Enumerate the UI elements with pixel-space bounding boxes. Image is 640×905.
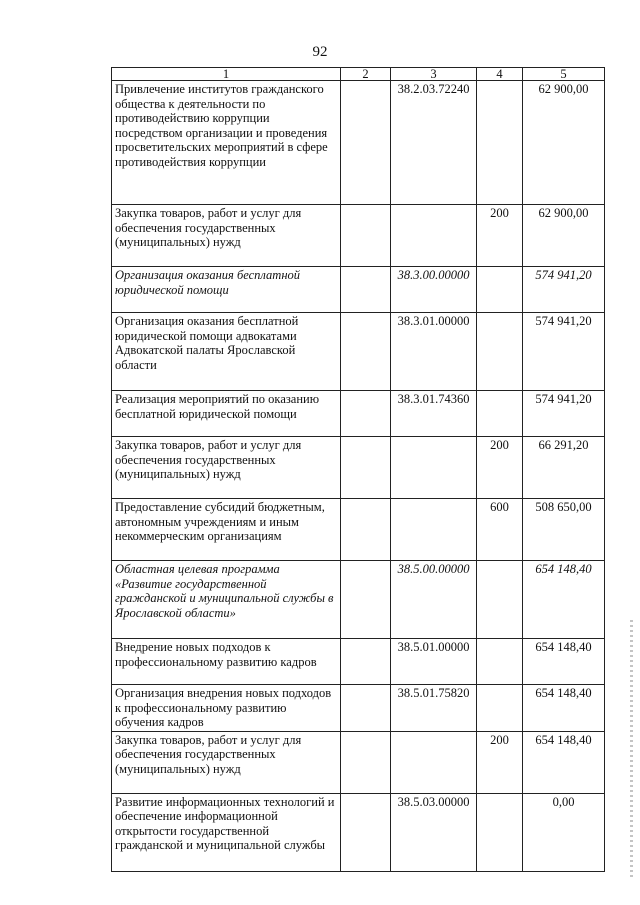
row-section-cell: [341, 499, 391, 561]
row-sum-cell: 654 148,40: [523, 561, 605, 639]
row-code-cell: 38.5.00.00000: [391, 561, 477, 639]
row-type-cell: 600: [477, 499, 523, 561]
row-code-cell: [391, 731, 477, 793]
row-code-cell: 38.3.01.00000: [391, 313, 477, 391]
table-header-row: [112, 68, 605, 81]
table-row: [112, 391, 605, 437]
row-section-cell: [341, 267, 391, 313]
row-name-cell: Организация оказания бесплатной юридической помощи адвокатами Адвокатской палаты Ярославской области: [112, 313, 341, 391]
row-section-cell: [341, 561, 391, 639]
row-section-cell: [341, 391, 391, 437]
row-section-cell: [341, 793, 391, 871]
row-section-cell: [341, 437, 391, 499]
row-type-cell: 200: [477, 205, 523, 267]
column-header: 3: [391, 68, 477, 81]
row-section-cell: [341, 685, 391, 732]
row-sum-cell: 654 148,40: [523, 731, 605, 793]
table-row: [112, 267, 605, 313]
table-row: [112, 731, 605, 793]
table-row: [112, 685, 605, 732]
table-row: [112, 313, 605, 391]
row-sum-cell: 654 148,40: [523, 685, 605, 732]
row-section-cell: [341, 731, 391, 793]
row-section-cell: [341, 639, 391, 685]
row-type-cell: [477, 267, 523, 313]
row-type-cell: [477, 685, 523, 732]
row-name-cell: Организация оказания бесплатной юридической помощи: [112, 267, 341, 313]
row-name-cell: Закупка товаров, работ и услуг для обеспечения государственных (муниципальных) нужд: [112, 205, 341, 267]
table-row: [112, 639, 605, 685]
row-code-cell: [391, 499, 477, 561]
row-code-cell: [391, 205, 477, 267]
row-type-cell: 200: [477, 731, 523, 793]
row-type-cell: [477, 313, 523, 391]
table-row: [112, 793, 605, 871]
row-type-cell: [477, 81, 523, 205]
column-header: 1: [112, 68, 341, 81]
page-number: 92: [312, 44, 328, 60]
row-name-cell: Реализация мероприятий по оказанию бесплатной юридической помощи: [112, 391, 341, 437]
row-section-cell: [341, 81, 391, 205]
row-name-cell: Внедрение новых подходов к профессиональному развитию кадров: [112, 639, 341, 685]
row-name-cell: Закупка товаров, работ и услуг для обеспечения государственных (муниципальных) нужд: [112, 437, 341, 499]
row-code-cell: 38.3.01.74360: [391, 391, 477, 437]
row-name-cell: Предоставление субсидий бюджетным, автономным учреждениям и иным некоммерческим организациям: [112, 499, 341, 561]
row-code-cell: [391, 437, 477, 499]
row-code-cell: 38.5.03.00000: [391, 793, 477, 871]
row-name-cell: Привлечение институтов гражданского общества к деятельности по противодействию коррупции посредством организации и проведения просветительских мероприятий в сфере противодействия коррупции: [112, 81, 341, 205]
row-type-cell: [477, 561, 523, 639]
row-sum-cell: 574 941,20: [523, 313, 605, 391]
budget-table: [111, 67, 605, 872]
table-row: [112, 205, 605, 267]
row-code-cell: 38.2.03.72240: [391, 81, 477, 205]
row-sum-cell: 0,00: [523, 793, 605, 871]
row-sum-cell: 574 941,20: [523, 391, 605, 437]
row-sum-cell: 62 900,00: [523, 205, 605, 267]
row-code-cell: 38.3.00.00000: [391, 267, 477, 313]
row-section-cell: [341, 205, 391, 267]
row-sum-cell: 508 650,00: [523, 499, 605, 561]
table-row: [112, 437, 605, 499]
row-name-cell: Организация внедрения новых подходов к профессиональному развитию обучения кадров: [112, 685, 341, 732]
column-header: 5: [523, 68, 605, 81]
table-row: [112, 561, 605, 639]
table-row: [112, 81, 605, 205]
row-name-cell: Областная целевая программа «Развитие государственной гражданской и муниципальной службы в Ярославской области»: [112, 561, 341, 639]
row-section-cell: [341, 313, 391, 391]
row-type-cell: [477, 793, 523, 871]
row-sum-cell: 66 291,20: [523, 437, 605, 499]
row-name-cell: Закупка товаров, работ и услуг для обеспечения государственных (муниципальных) нужд: [112, 731, 341, 793]
row-type-cell: [477, 639, 523, 685]
row-sum-cell: 654 148,40: [523, 639, 605, 685]
column-header: 4: [477, 68, 523, 81]
row-sum-cell: 62 900,00: [523, 81, 605, 205]
row-code-cell: 38.5.01.00000: [391, 639, 477, 685]
row-name-cell: Развитие информационных технологий и обеспечение информационной открытости государственной гражданской и муниципальной службы: [112, 793, 341, 871]
row-code-cell: 38.5.01.75820: [391, 685, 477, 732]
row-type-cell: 200: [477, 437, 523, 499]
column-header: 2: [341, 68, 391, 81]
table-body: [112, 81, 605, 872]
row-sum-cell: 574 941,20: [523, 267, 605, 313]
table-row: [112, 499, 605, 561]
scan-edge-artifact: [630, 620, 633, 880]
row-type-cell: [477, 391, 523, 437]
